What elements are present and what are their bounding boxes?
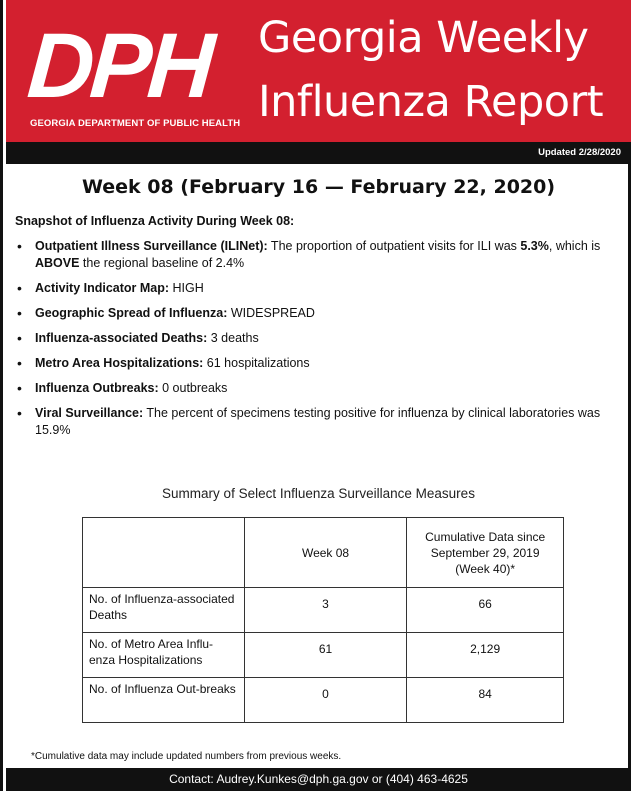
- bullet-outbreaks: [15, 380, 627, 397]
- bullet-label: Activity Indicator Map:: [35, 281, 170, 295]
- bullet-hospitalizations: [15, 355, 627, 372]
- bullet-text: WIDESPREAD: [227, 306, 315, 320]
- summary-table: [82, 517, 564, 723]
- bullet-text: HIGH: [169, 281, 204, 295]
- contact-bar: [6, 768, 631, 791]
- bullet-label: Influenza Outbreaks:: [35, 381, 159, 395]
- bullet-text: the regional baseline of 2.4%: [79, 256, 245, 270]
- table-row-label: No. of Influenza-associated Deaths: [83, 588, 245, 633]
- updated-bar: [6, 142, 631, 164]
- table-cell: 2,129: [407, 633, 564, 678]
- table-header-cell: Cumulative Data since September 29, 2019 (Week 40)*: [407, 518, 564, 588]
- bullet-label: Viral Surveillance:: [35, 406, 144, 420]
- report-title-line2: Influenza Report: [258, 77, 604, 127]
- week-heading: Week 08 (February 16 — February 22, 2020): [81, 176, 556, 198]
- table-cell: 3: [244, 588, 407, 633]
- bullet-label: Outpatient Illness Surveillance (ILINet):: [35, 239, 268, 253]
- bullet-text: , which is: [548, 239, 601, 253]
- updated-date: Updated 2/28/2020: [538, 147, 621, 158]
- activity-bullet-list: [15, 238, 627, 447]
- bullet-viral-surveillance: [15, 405, 627, 439]
- bullet-label: Geographic Spread of Influenza:: [35, 306, 228, 320]
- table-cell: 66: [407, 588, 564, 633]
- table-row: [83, 588, 564, 633]
- bullet-text: 0 outbreaks: [158, 381, 228, 395]
- table-header-cell: [83, 518, 245, 588]
- report-title-line1: Georgia Weekly: [258, 13, 589, 63]
- table-cell: 0: [244, 678, 407, 723]
- ili-percent: 5.3%: [520, 239, 549, 253]
- table-cell: 61: [244, 633, 407, 678]
- bullet-geographic-spread: [15, 305, 627, 322]
- table-header-cell: Week 08: [244, 518, 407, 588]
- bullet-text: 3 deaths: [207, 331, 259, 345]
- table-row: [83, 633, 564, 678]
- bullet-deaths: [15, 330, 627, 347]
- logo-caption: GEORGIA DEPARTMENT OF PUBLIC HEALTH: [30, 118, 241, 129]
- bullet-label: Metro Area Hospitalizations:: [35, 356, 204, 370]
- logo-letters: DPH: [24, 15, 214, 117]
- cumulative-footnote: *Cumulative data may include updated numbers from previous weeks.: [31, 751, 342, 762]
- contact-info: Contact: Audrey.Kunkes@dph.ga.gov or (404) 463-4625: [169, 772, 468, 786]
- snapshot-heading: Snapshot of Influenza Activity During Week 08:: [15, 214, 295, 228]
- bullet-text: The percent of specimens testing positive for influenza by clinical laboratories was 15.9%: [35, 406, 601, 437]
- bullet-activity-map: [15, 280, 627, 297]
- table-row-label: No. of Influenza Out-breaks: [83, 678, 245, 723]
- bullet-text: 61 hospitalizations: [203, 356, 310, 370]
- table-row-label: No. of Metro Area Influ-enza Hospitalizations: [83, 633, 245, 678]
- table-cell: 84: [407, 678, 564, 723]
- bullet-ilinet: [15, 238, 627, 272]
- report-header: [6, 0, 631, 142]
- bullet-label: Influenza-associated Deaths:: [35, 331, 208, 345]
- summary-table-title: Summary of Select Influenza Surveillance Measures: [162, 486, 475, 501]
- table-header-row: [83, 518, 564, 588]
- table-row: [83, 678, 564, 723]
- dph-logo: [24, 15, 241, 136]
- bullet-text: The proportion of outpatient visits for ILI was: [267, 239, 521, 253]
- baseline-comparison: ABOVE: [35, 256, 80, 270]
